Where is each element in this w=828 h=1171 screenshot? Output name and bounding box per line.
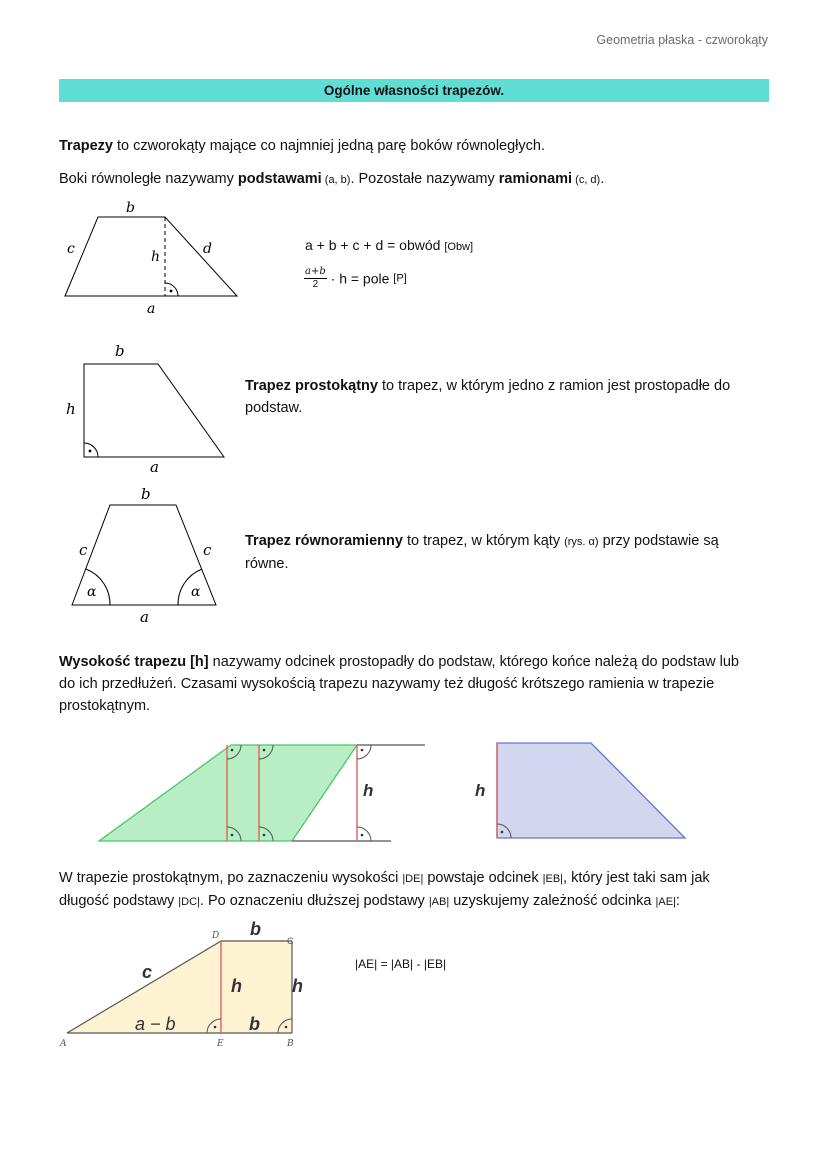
height-definition bbox=[59, 651, 779, 717]
calc-text: W trapezie prostokątnym, po zaznaczeniu wysokości bbox=[59, 870, 403, 886]
calc-text: długość podstawy bbox=[59, 893, 179, 909]
label-h: h bbox=[66, 400, 76, 418]
segments-figure bbox=[55, 915, 325, 1055]
label-h-green: h bbox=[363, 781, 374, 800]
definition-text: podstaw. bbox=[245, 400, 303, 416]
right-angle-mark bbox=[357, 827, 371, 841]
right-angle-dot bbox=[361, 749, 364, 752]
right-angle-dot bbox=[263, 749, 266, 752]
right-trapezoid-definition bbox=[245, 375, 775, 419]
segment-ab: |AB| bbox=[428, 896, 450, 908]
blue-right-trapezoid bbox=[497, 743, 685, 838]
segment-de: |DE| bbox=[402, 873, 424, 885]
definition-text: nazywamy odcinek prostopadły do podstaw, którego końce należą do podstaw lub bbox=[208, 654, 739, 670]
label-b: b bbox=[126, 200, 135, 216]
label-h-inner: h bbox=[231, 976, 242, 996]
fraction bbox=[304, 266, 327, 291]
note: (a, b) bbox=[321, 174, 351, 186]
label-a: a bbox=[150, 458, 159, 476]
intro-text: . Pozostałe nazywamy bbox=[350, 171, 499, 187]
label-b: b bbox=[141, 485, 151, 503]
right-angle-dot bbox=[89, 450, 92, 453]
right-angle-dot bbox=[231, 749, 234, 752]
segment-eb: |EB| bbox=[542, 873, 564, 885]
trapezoid-figure bbox=[55, 195, 255, 320]
term-height: Wysokość trapezu [h] bbox=[59, 654, 209, 670]
intro-paragraph-2 bbox=[59, 168, 604, 191]
label-b-top: b bbox=[250, 919, 261, 939]
term-ramiona: ramionami bbox=[498, 171, 573, 187]
label-a-minus-b: a − b bbox=[135, 1014, 176, 1034]
label-c-right: c bbox=[203, 541, 212, 559]
subject-header: Geometria płaska - czworokąty bbox=[596, 33, 768, 47]
perimeter-tag: [Obw] bbox=[444, 241, 474, 253]
isosceles-trapezoid-definition bbox=[245, 530, 775, 575]
area-formula bbox=[304, 266, 407, 298]
vertex-d: D bbox=[212, 931, 220, 941]
right-angle-dot bbox=[285, 1026, 288, 1029]
right-angle-dot bbox=[361, 834, 364, 837]
right-angle-dot bbox=[231, 834, 234, 837]
label-alpha-right: α bbox=[191, 584, 201, 600]
label-c-left: c bbox=[79, 541, 88, 559]
definition-text: równe. bbox=[245, 556, 289, 572]
relation-formula: |AE| = |AB| - |EB| bbox=[355, 957, 447, 971]
right-angle-dot bbox=[170, 290, 173, 293]
term-podstawy: podstawami bbox=[237, 171, 322, 187]
section-title: Ogólne własności trapezów. bbox=[59, 79, 769, 102]
right-angle-dot bbox=[263, 834, 266, 837]
term-right-trapezoid: Trapez prostokątny bbox=[245, 378, 378, 394]
definition-text: to trapez, w którym jedno z ramion jest prostopadłe do bbox=[377, 378, 731, 394]
right-angle-dot bbox=[501, 831, 504, 834]
right-angle-mark bbox=[84, 443, 98, 457]
right-angle-dot bbox=[214, 1026, 217, 1029]
intro-text: to czworokąty mające co najmniej jedną parę boków równoległych. bbox=[113, 138, 545, 154]
note: (c, d) bbox=[572, 174, 601, 186]
label-a: a bbox=[147, 301, 156, 317]
calc-text: uzyskujemy zależność odcinka bbox=[449, 893, 656, 909]
label-h-blue: h bbox=[475, 781, 486, 800]
label-h-outer: h bbox=[292, 976, 303, 996]
right-angle-mark bbox=[165, 283, 178, 296]
label-d: d bbox=[203, 241, 212, 257]
right-angle-mark bbox=[357, 745, 371, 759]
segment-dc: |DC| bbox=[178, 896, 200, 908]
fraction-numerator: a+b bbox=[305, 266, 326, 277]
intro-text: . bbox=[600, 171, 605, 187]
calc-text: . Po oznaczeniu dłuższej podstawy bbox=[199, 893, 429, 909]
label-a: a bbox=[140, 608, 149, 626]
vertex-a: A bbox=[60, 1039, 67, 1049]
label-c: c bbox=[142, 962, 153, 982]
vertex-c: C bbox=[287, 936, 294, 946]
area-tag: [P] bbox=[393, 272, 407, 285]
calc-text: , który jest taki sam jak bbox=[563, 870, 710, 886]
term-isosceles-trapezoid: Trapez równoramienny bbox=[245, 533, 403, 549]
label-b-bottom: b bbox=[249, 1014, 260, 1034]
perimeter-formula bbox=[305, 237, 473, 253]
right-trapezoid-figure bbox=[60, 340, 235, 480]
area-text: · h = pole bbox=[330, 270, 390, 287]
label-b: b bbox=[115, 342, 125, 360]
fraction-denominator: 2 bbox=[312, 279, 319, 290]
definition-text: prostokątnym. bbox=[59, 698, 151, 714]
vertex-e: E bbox=[217, 1039, 224, 1049]
vertex-b: B bbox=[287, 1039, 294, 1049]
right-trapezoid-shape bbox=[84, 364, 224, 457]
term-trapezy: Trapezy bbox=[59, 138, 113, 154]
note: (rys. α) bbox=[564, 536, 599, 548]
label-alpha-left: α bbox=[87, 584, 97, 600]
label-h: h bbox=[151, 249, 161, 265]
heights-figure bbox=[95, 738, 695, 848]
definition-text: do ich przedłużeń. Czasami wysokością trapezu nazywamy też długość krótszego ramienia w trapezie bbox=[59, 676, 715, 692]
segment-ae: |AE| bbox=[655, 896, 676, 908]
definition-text: to trapez, w którym kąty bbox=[402, 533, 565, 549]
isosceles-trapezoid-figure bbox=[60, 482, 230, 627]
intro-paragraph-1 bbox=[59, 135, 545, 157]
label-c: c bbox=[67, 241, 75, 257]
calc-text: powstaje odcinek bbox=[423, 870, 543, 886]
definition-text: przy podstawie są bbox=[598, 533, 719, 549]
perimeter-text: a + b + c + d = obwód bbox=[305, 237, 441, 253]
right-trapezoid-calculation bbox=[59, 867, 779, 913]
intro-text: Boki równoległe nazywamy bbox=[59, 171, 238, 187]
calc-text: : bbox=[675, 893, 680, 909]
